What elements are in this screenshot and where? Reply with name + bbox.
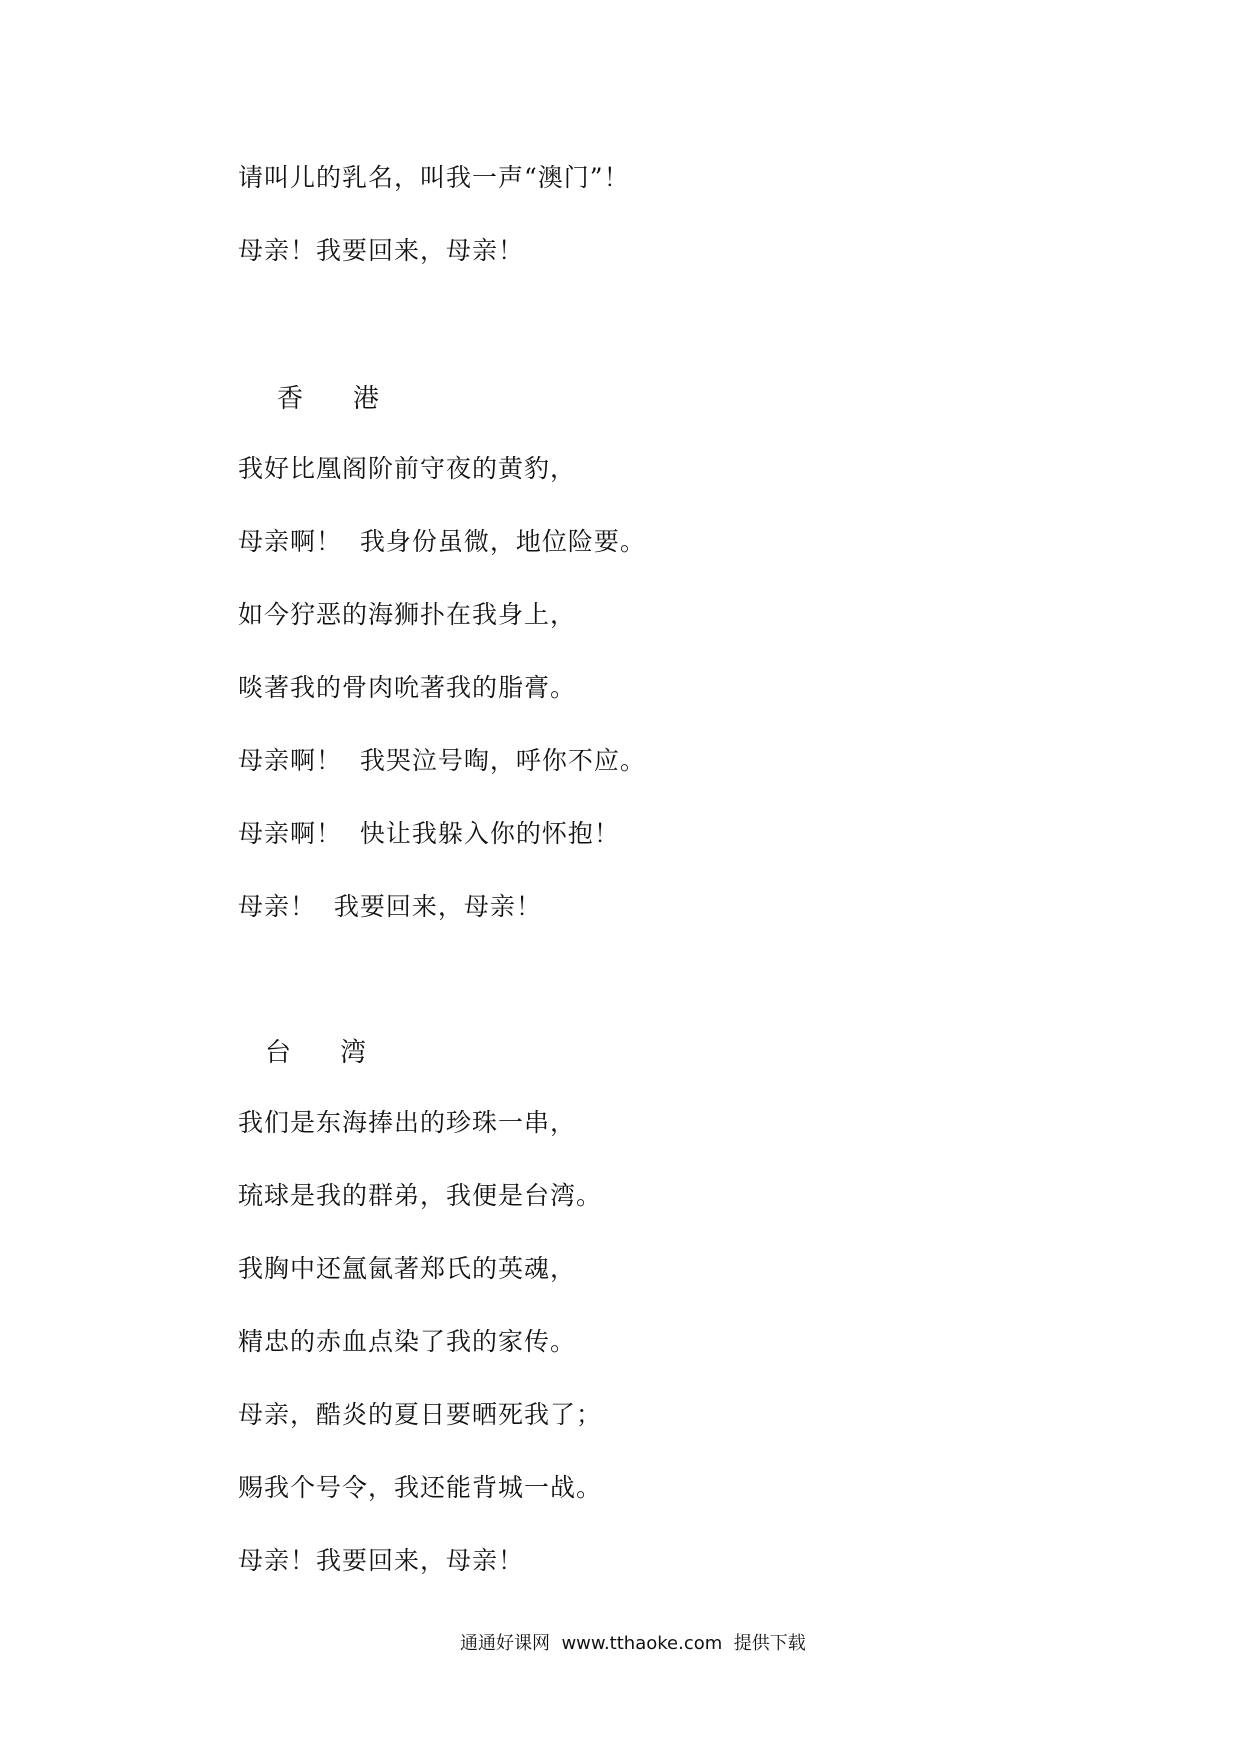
stanza-title-hongkong-char-1: 香 xyxy=(277,384,304,414)
poem-line-taiwan-4: 精忠的赤血点染了我的家传。 xyxy=(238,1327,577,1356)
stanza-title-hongkong-char-2: 港 xyxy=(353,384,380,414)
poem-line-hongkong-3: 如今狞恶的海狮扑在我身上， xyxy=(238,600,577,629)
poem-line-hongkong-5: 母亲啊！ 我哭泣号啕，呼你不应。 xyxy=(238,746,646,775)
poem-line-macau-1: 请叫儿的乳名，叫我一声“澳门”！ xyxy=(238,163,630,192)
poem-line-hongkong-4: 啖著我的骨肉吮著我的脂膏。 xyxy=(238,673,577,702)
poem-line-taiwan-2: 琉球是我的群弟，我便是台湾。 xyxy=(238,1181,603,1210)
poem-line-hongkong-7: 母亲！ 我要回来，母亲！ xyxy=(238,892,542,921)
poem-line-hongkong-1: 我好比凰阁阶前守夜的黄豹， xyxy=(238,454,577,483)
poem-line-taiwan-3: 我胸中还氲氤著郑氏的英魂， xyxy=(238,1254,577,1283)
stanza-title-taiwan-char-2: 湾 xyxy=(340,1038,367,1068)
poem-line-taiwan-1: 我们是东海捧出的珍珠一串， xyxy=(238,1108,577,1137)
poem-line-taiwan-7: 母亲！我要回来，母亲！ xyxy=(238,1546,525,1575)
poem-line-taiwan-6: 赐我个号令，我还能背城一战。 xyxy=(238,1473,603,1502)
poem-line-hongkong-6: 母亲啊！ 快让我躲入你的怀抱！ xyxy=(238,819,620,848)
stanza-title-taiwan-char-1: 台 xyxy=(265,1038,292,1068)
poem-line-taiwan-5: 母亲，酷炎的夏日要晒死我了； xyxy=(238,1400,603,1429)
poem-line-hongkong-2: 母亲啊！ 我身份虽微，地位险要。 xyxy=(238,527,646,556)
page-footer: 通通好课网 www.tthaoke.com 提供下载 xyxy=(460,1633,806,1654)
poem-line-macau-2: 母亲！我要回来，母亲！ xyxy=(238,236,525,265)
